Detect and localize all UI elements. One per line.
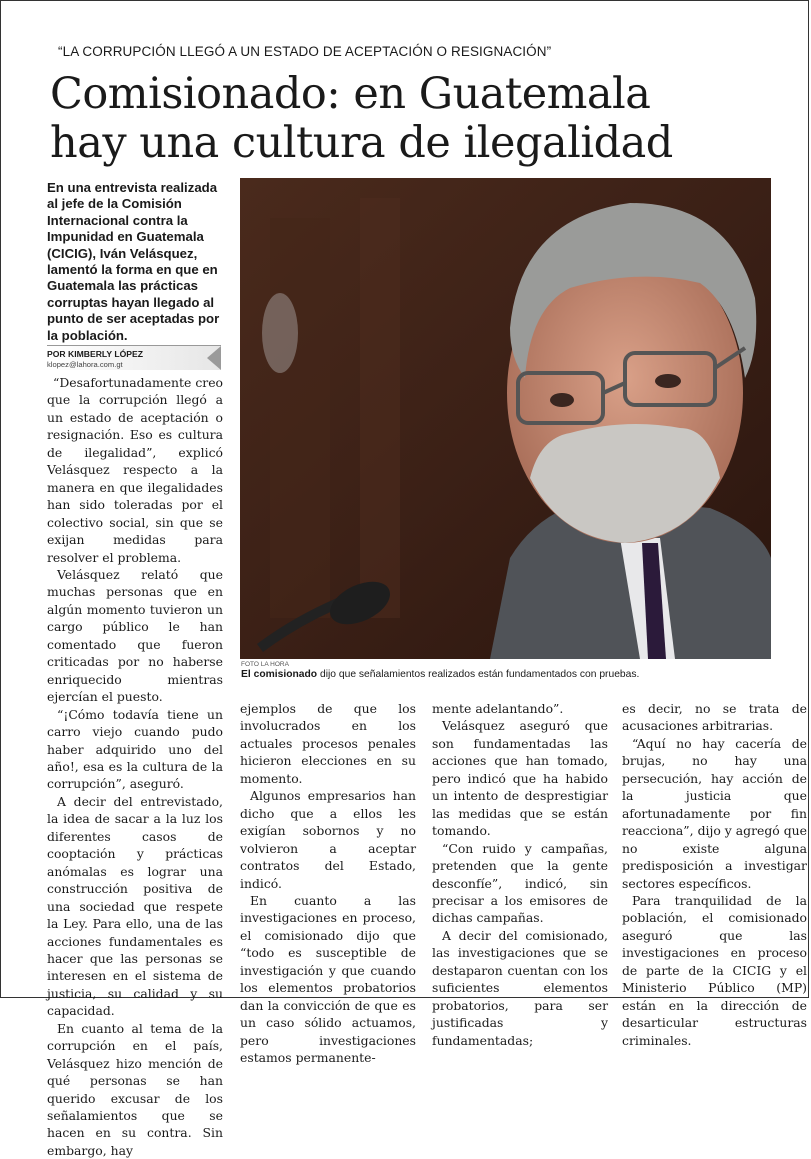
body-column-4	[622, 700, 807, 1048]
headline-line-2: hay una cultura de ilegalidad	[50, 118, 673, 168]
caption-bold: El comisionado	[241, 669, 318, 680]
byline	[47, 345, 221, 370]
paragraph: En cuanto a las investigaciones en proceso, el comisionado dijo que “todo es susceptible de investigación y que cuando los elementos probatorios dan la convicción de que es un caso sólido actuamos, pero investigaciones estamos permanente-	[240, 892, 416, 1066]
paragraph: “¡Cómo todavía tiene un carro viejo cuando pudo haber adquirido uno del año!, esa es la cultura de la corrupción”, aseguró.	[47, 706, 223, 792]
paragraph: mente adelantando”.	[432, 701, 564, 716]
body-column-1	[47, 374, 223, 1159]
portrait-illustration	[240, 178, 771, 659]
paragraph: Velásquez relató que muchas personas que en algún momento tuvieron un cargo público le han comentado que fueron criticadas por no haberse enriquecido mientras ejercían el puesto.	[47, 566, 223, 705]
paragraph: Velásquez aseguró que son fundamentadas las acciones que han tomado, pero indicó que ha habido un intento de desprestigiar las medidas que se están tomando.	[432, 718, 608, 839]
paragraph: “Aquí no hay cacería de brujas, no hay una persecución, hay acción de la justicia que afortunadamente por fin reacciona”, dijo y agregó que no existe alguna predisposición a investigar sectores específicos.	[622, 735, 807, 891]
paragraph: ejemplos de que los involucrados en los actuales procesos penales hicieron elecciones en su momento.	[240, 701, 416, 786]
body-column-2	[240, 700, 416, 1067]
paragraph: A decir del comisionado, las investigaciones que se destaparon cuentan con los suficientes elementos probatorios, para ser justificadas y fundamentadas;	[432, 927, 608, 1048]
body-column-3	[432, 700, 608, 1049]
article-photo	[240, 178, 771, 659]
paragraph: es decir, no se trata de acusaciones arbitrarias.	[622, 701, 807, 734]
lede-paragraph: En una entrevista realizada al jefe de la Comisión Internacional contra la Impunidad en Guatemala (CICIG), Iván Velásquez, lamentó la forma en que en Guatemala las prácticas corruptas hayan llegado al punto de ser aceptadas por la población.	[47, 180, 220, 343]
photo-caption	[241, 669, 771, 680]
paragraph: “Con ruido y campañas, pretenden que la gente desconfíe”, indicó, sin precisar a los emisores de dichas campañas.	[432, 840, 608, 926]
paragraph: A decir del entrevistado, la idea de sacar a la luz los diferentes casos de cooptación y prácticas anómalas es lograr una construcción positiva de una sociedad que respete la Ley. Para ello, una de las acciones fundamentales es hacer que las personas se interesen en el sistema de justicia, su calidad y su capacidad.	[47, 793, 223, 1019]
headline	[50, 70, 790, 168]
paragraph: En cuanto al tema de la corrupción en el país, Velásquez hizo mención de qué personas se han querido excusar de los señalamientos que se hacen en su contra. Sin embargo, hay	[47, 1020, 223, 1158]
byline-email: klopez@lahora.com.gt	[47, 360, 123, 369]
headline-line-1: Comisionado: en Guatemala	[50, 69, 651, 119]
photo-credit: FOTO LA HORA	[241, 661, 289, 668]
caption-text: dijo que señalamientos realizados están fundamentados con pruebas.	[317, 669, 640, 680]
paragraph: Algunos empresarios han dicho que a ellos les exigían sobornos y no volvieron a aceptar contratos del Estado, indicó.	[240, 788, 416, 891]
kicker-quote: “LA CORRUPCIÓN LLEGÓ A UN ESTADO DE ACEPTACIÓN O RESIGNACIÓN”	[58, 44, 552, 59]
byline-arrow-icon	[207, 346, 221, 370]
paragraph: “Desafortunadamente creo que la corrupción llegó a un estado de aceptación o resignación. Eso es cultura de ilegalidad”, explicó Velásquez respecto a la manera en que ilegalidades han sido toleradas por el colectivo social, sin que se exijan medidas para resolver el problema.	[47, 375, 223, 565]
paragraph: Para tranquilidad de la población, el comisionado aseguró que las investigaciones en proceso de parte de la CICIG y el Ministerio Público (MP) están en la dirección de desarticular estructuras criminales.	[622, 892, 807, 1048]
byline-author: POR KIMBERLY LÓPEZ	[47, 349, 143, 359]
